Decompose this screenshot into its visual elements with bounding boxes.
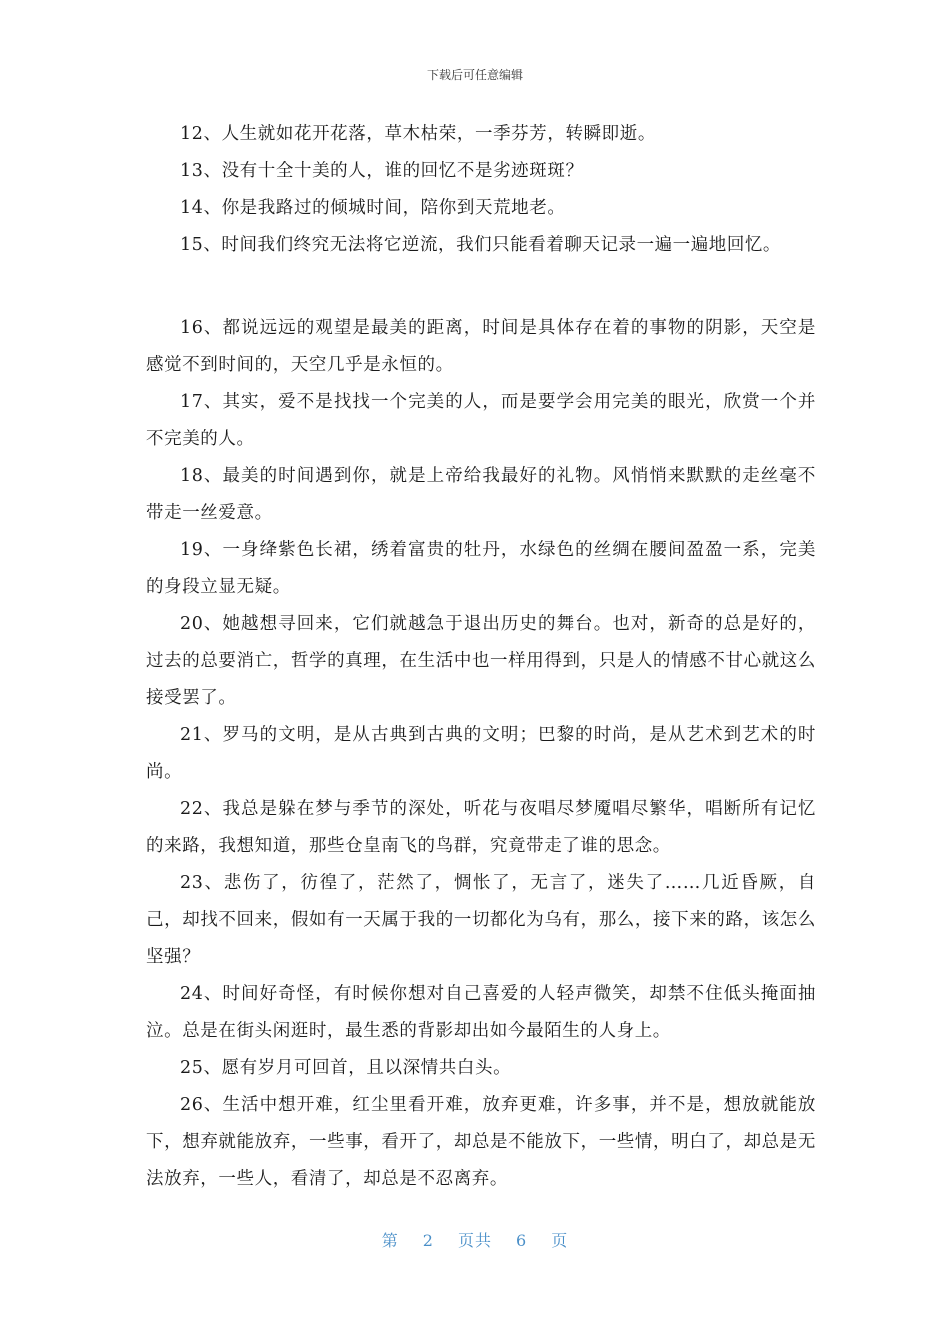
of-label: 页共: [457, 1231, 492, 1250]
paragraph-gap: [146, 264, 816, 310]
page-suffix: 页: [551, 1231, 569, 1250]
paragraph-15: 15、时间我们终究无法将它逆流，我们只能看着聊天记录一遍一遍地回忆。: [180, 235, 781, 255]
page-number: 2: [422, 1231, 434, 1250]
paragraph-12: 12、人生就如花开花落，草木枯荣，一季芬芳，转瞬即逝。: [180, 124, 656, 144]
paragraph-20: 20、她越想寻回来，它们就越急于退出历史的舞台。也对，新奇的总是好的，过去的总要消亡，哲学的真理，在生活中也一样用得到，只是人的情感不甘心就这么接受罢了。: [146, 614, 816, 708]
paragraph-22: 22、我总是躲在梦与季节的深处，听花与夜唱尽梦魇唱尽繁华，唱断所有记忆的来路，我想知道，那些仓皇南飞的鸟群，究竟带走了谁的思念。: [146, 799, 816, 856]
paragraph-18: 18、最美的时间遇到你，就是上帝给我最好的礼物。风悄悄来默默的走丝毫不带走一丝爱意。: [146, 466, 816, 523]
document-body: [146, 116, 816, 1198]
paragraph-21: 21、罗马的文明，是从古典到古典的文明；巴黎的时尚，是从艺术到艺术的时尚。: [146, 725, 816, 782]
paragraph-19: 19、一身绛紫色长裙，绣着富贵的牡丹，水绿色的丝绸在腰间盈盈一系，完美的身段立显无疑。: [146, 540, 816, 597]
paragraph-23: 23、悲伤了，彷徨了，茫然了，惆怅了，无言了，迷失了……几近昏厥，自己，却找不回来，假如有一天属于我的一切都化为乌有，那么，接下来的路，该怎么坚强？: [146, 873, 816, 967]
page-header: 下载后可任意编辑: [426, 68, 523, 82]
paragraph-17: 17、其实，爱不是找找一个完美的人，而是要学会用完美的眼光，欣赏一个并不完美的人。: [146, 392, 816, 449]
paragraph-16: 16、都说远远的观望是最美的距离，时间是具体存在着的事物的阴影，天空是感觉不到时间的，天空几乎是永恒的。: [146, 318, 816, 375]
paragraph-14: 14、你是我路过的倾城时间，陪你到天荒地老。: [180, 198, 566, 218]
paragraph-26: 26、生活中想开难，红尘里看开难，放弃更难，许多事，并不是，想放就能放下，想弃就能放弃，一些事，看开了，却总是不能放下，一些情，明白了，却总是无法放弃，一些人，看清了，却总是不忍离弃。: [146, 1095, 816, 1189]
page-label: 第: [381, 1231, 399, 1250]
paragraph-24: 24、时间好奇怪，有时候你想对自己喜爱的人轻声微笑，却禁不住低头掩面抽泣。总是在街头闲逛时，最生悉的背影却出如今最陌生的人身上。: [146, 984, 816, 1041]
paragraph-13: 13、没有十全十美的人，谁的回忆不是劣迹斑斑？: [180, 161, 584, 181]
total-pages: 6: [516, 1231, 528, 1250]
paragraph-25: 25、愿有岁月可回首，且以深情共白头。: [180, 1058, 512, 1078]
page-footer: [0, 1228, 950, 1251]
